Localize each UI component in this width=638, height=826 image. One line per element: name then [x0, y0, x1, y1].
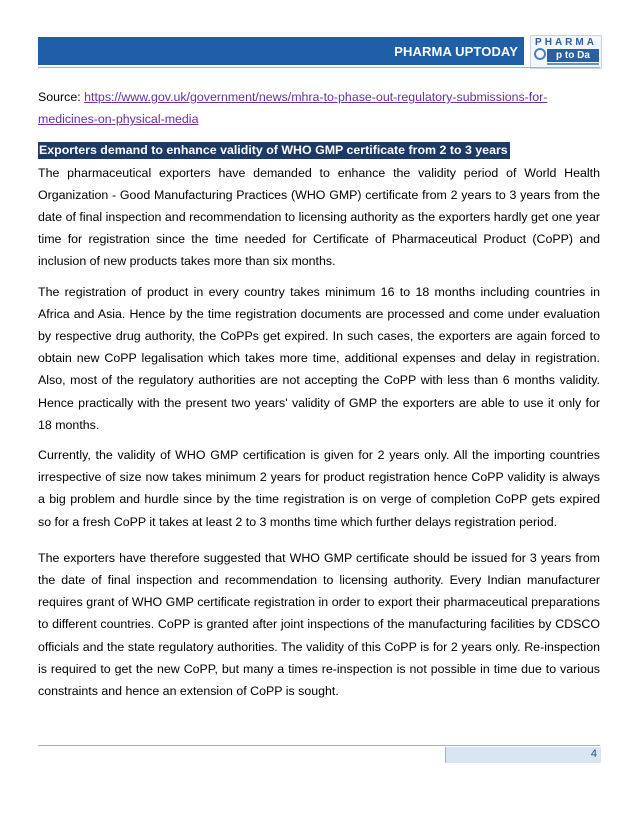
logo-line1: PHARMA	[535, 37, 597, 48]
source-label: Source:	[38, 90, 81, 104]
paragraph-1: The pharmaceutical exporters have demanded to enhance the validity period of World Health Organization - Good Manufacturing Practices (WHO GMP) certificate from 2 years to 3 years from the date of final inspection and recommendation to licensing authority as the exporters hardly get one year time for registration since the time needed for Certificate of Pharmaceutical Product (CoPP) and inclusion of new products takes more than six months.	[38, 165, 600, 269]
header-title: PHARMA UPTODAY	[394, 44, 518, 59]
footer-box	[445, 747, 601, 763]
header-bar	[38, 37, 524, 65]
source-line	[38, 86, 600, 130]
source-link[interactable]: https://www.gov.uk/government/news/mhra-to-phase-out-regulatory-submissions-for- medicines-on-physical-media	[38, 90, 548, 127]
logo-line2: p to Da	[547, 49, 599, 62]
page-number: 4	[590, 748, 597, 760]
page-content	[38, 86, 600, 710]
pharma-uptoday-logo	[530, 35, 602, 69]
paragraph-3: Currently, the validity of WHO GMP certification is given for 2 years only. All the importing countries irrespective of size now takes minimum 2 years for product registration hence CoPP validity is always a big problem and hurdle since by the time registration is on verge of completion CoPP gets expired so for a fresh CoPP it takes at least 2 to 3 months time which further delays registration period.	[38, 448, 600, 529]
footer-divider	[38, 745, 600, 746]
paragraph-2: The registration of product in every country takes minimum 16 to 18 months including countries in Africa and Asia. Hence by the time registration documents are processed and come under evaluation by respective drug authority, the CoPPs get expired. In such cases, the exporters are again forced to obtain new CoPP legalisation which takes more time, additional expenses and delay in registration. Also, most of the regulatory authorities are not accepting the CoPP with less than 6 months validity. Hence practically with the present two years' validity of GMP the exporters are able to use it only for 18 months.	[38, 284, 600, 432]
paragraph-4: The exporters have therefore suggested that WHO GMP certificate should be issued for 3 years from the date of final inspection and recommendation to licensing authority. Every Indian manufacturer requires grant of WHO GMP certificate registration in order to export their pharmaceutical preparations to different countries. CoPP is granted after joint inspections of the manufacturing facilities by CDSCO officials and the state regulatory authorities. The validity of this CoPP is for 2 years only. Re-inspection is required to get the new CoPP, but many a times re-inspection is not possible in time due to various constraints and hence an extension of CoPP is sought.	[38, 550, 600, 699]
logo-circle-icon	[534, 48, 546, 60]
article-heading: Exporters demand to enhance validity of WHO GMP certificate from 2 to 3 years	[39, 143, 508, 158]
header-divider	[38, 67, 600, 68]
logo-underline	[547, 63, 599, 65]
